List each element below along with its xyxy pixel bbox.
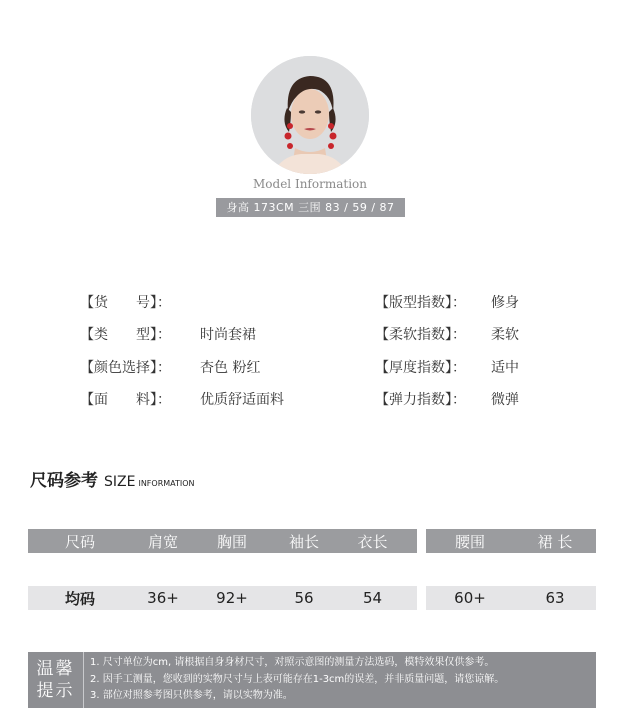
tips-title [28, 652, 84, 708]
info-item-type [80, 324, 256, 346]
row-cell: 63 [545, 589, 565, 607]
tips-title-line: 温馨 [36, 659, 75, 679]
model-photo [251, 56, 369, 174]
info-value: 时尚套裙 [200, 327, 256, 343]
tips-list [84, 652, 504, 708]
header-cell: 袖长 [288, 532, 319, 551]
model-measurements: 身高 173CM 三围 83 / 59 / 87 [216, 198, 405, 217]
header-cell: 肩宽 [147, 532, 178, 551]
row-cell: 92+ [216, 589, 248, 607]
size-table-header-left [28, 529, 417, 553]
info-label: 【柔软指数】： [375, 327, 466, 343]
row-cell: 54 [362, 589, 383, 607]
info-value: 优质舒适面料 [200, 392, 284, 408]
size-table-row-left [28, 586, 417, 610]
tips-box [28, 652, 596, 708]
info-item-fabric [80, 389, 284, 411]
row-cell: 36+ [147, 589, 179, 607]
info-value: 柔软 [491, 327, 519, 343]
size-table-header-right [426, 529, 596, 553]
tip-line: 2. 因手工测量，您收到的实物尺寸与上表可能存在1-3cm的误差，并非质量问题，请您谅解。 [90, 673, 505, 685]
info-value: 微弹 [491, 392, 519, 408]
info-value: 杏色 粉红 [200, 360, 261, 376]
info-label: 【货 号】： [80, 295, 171, 311]
info-label: 【面 料】： [80, 392, 171, 408]
info-item-color [80, 357, 260, 379]
row-cell: 60+ [454, 589, 486, 607]
size-table-row-right [426, 586, 596, 610]
tip-line: 1. 尺寸单位为cm, 请根据自身身材尺寸，对照示意图的测量方法选码，模特效果仅供参考。 [90, 657, 495, 668]
tip-line: 3. 部位对照参考图只供参考，请以实物为准。 [90, 690, 293, 701]
row-cell: 56 [294, 589, 314, 607]
header-cell: 裙 长 [537, 532, 573, 551]
info-value: 适中 [491, 360, 519, 376]
info-item-softness [375, 324, 519, 346]
info-label: 【颜色选择】： [80, 360, 171, 376]
info-label: 【弹力指数】： [375, 392, 466, 408]
info-label: 【类 型】： [80, 327, 171, 343]
header-cell: 胸围 [216, 532, 247, 551]
header-cell: 尺码 [64, 532, 95, 551]
header-cell: 衣长 [357, 532, 388, 551]
info-item-fit [375, 292, 519, 314]
info-label: 【厚度指数】： [375, 360, 466, 376]
row-cell: 均码 [64, 589, 95, 608]
header-cell: 腰围 [454, 532, 485, 551]
size-title-en-small: INFORMATION [138, 479, 195, 488]
size-heading [30, 466, 195, 491]
info-value: 修身 [491, 295, 519, 311]
model-info-heading: Model Information [253, 177, 367, 191]
info-item-thickness [375, 357, 519, 379]
info-item-number [80, 292, 200, 314]
info-item-elasticity [375, 389, 519, 411]
tips-title-line: 提示 [36, 681, 75, 701]
size-title-en: SIZE [104, 474, 136, 490]
size-title-cn: 尺码参考 [30, 471, 98, 491]
info-label: 【版型指数】： [375, 295, 466, 311]
